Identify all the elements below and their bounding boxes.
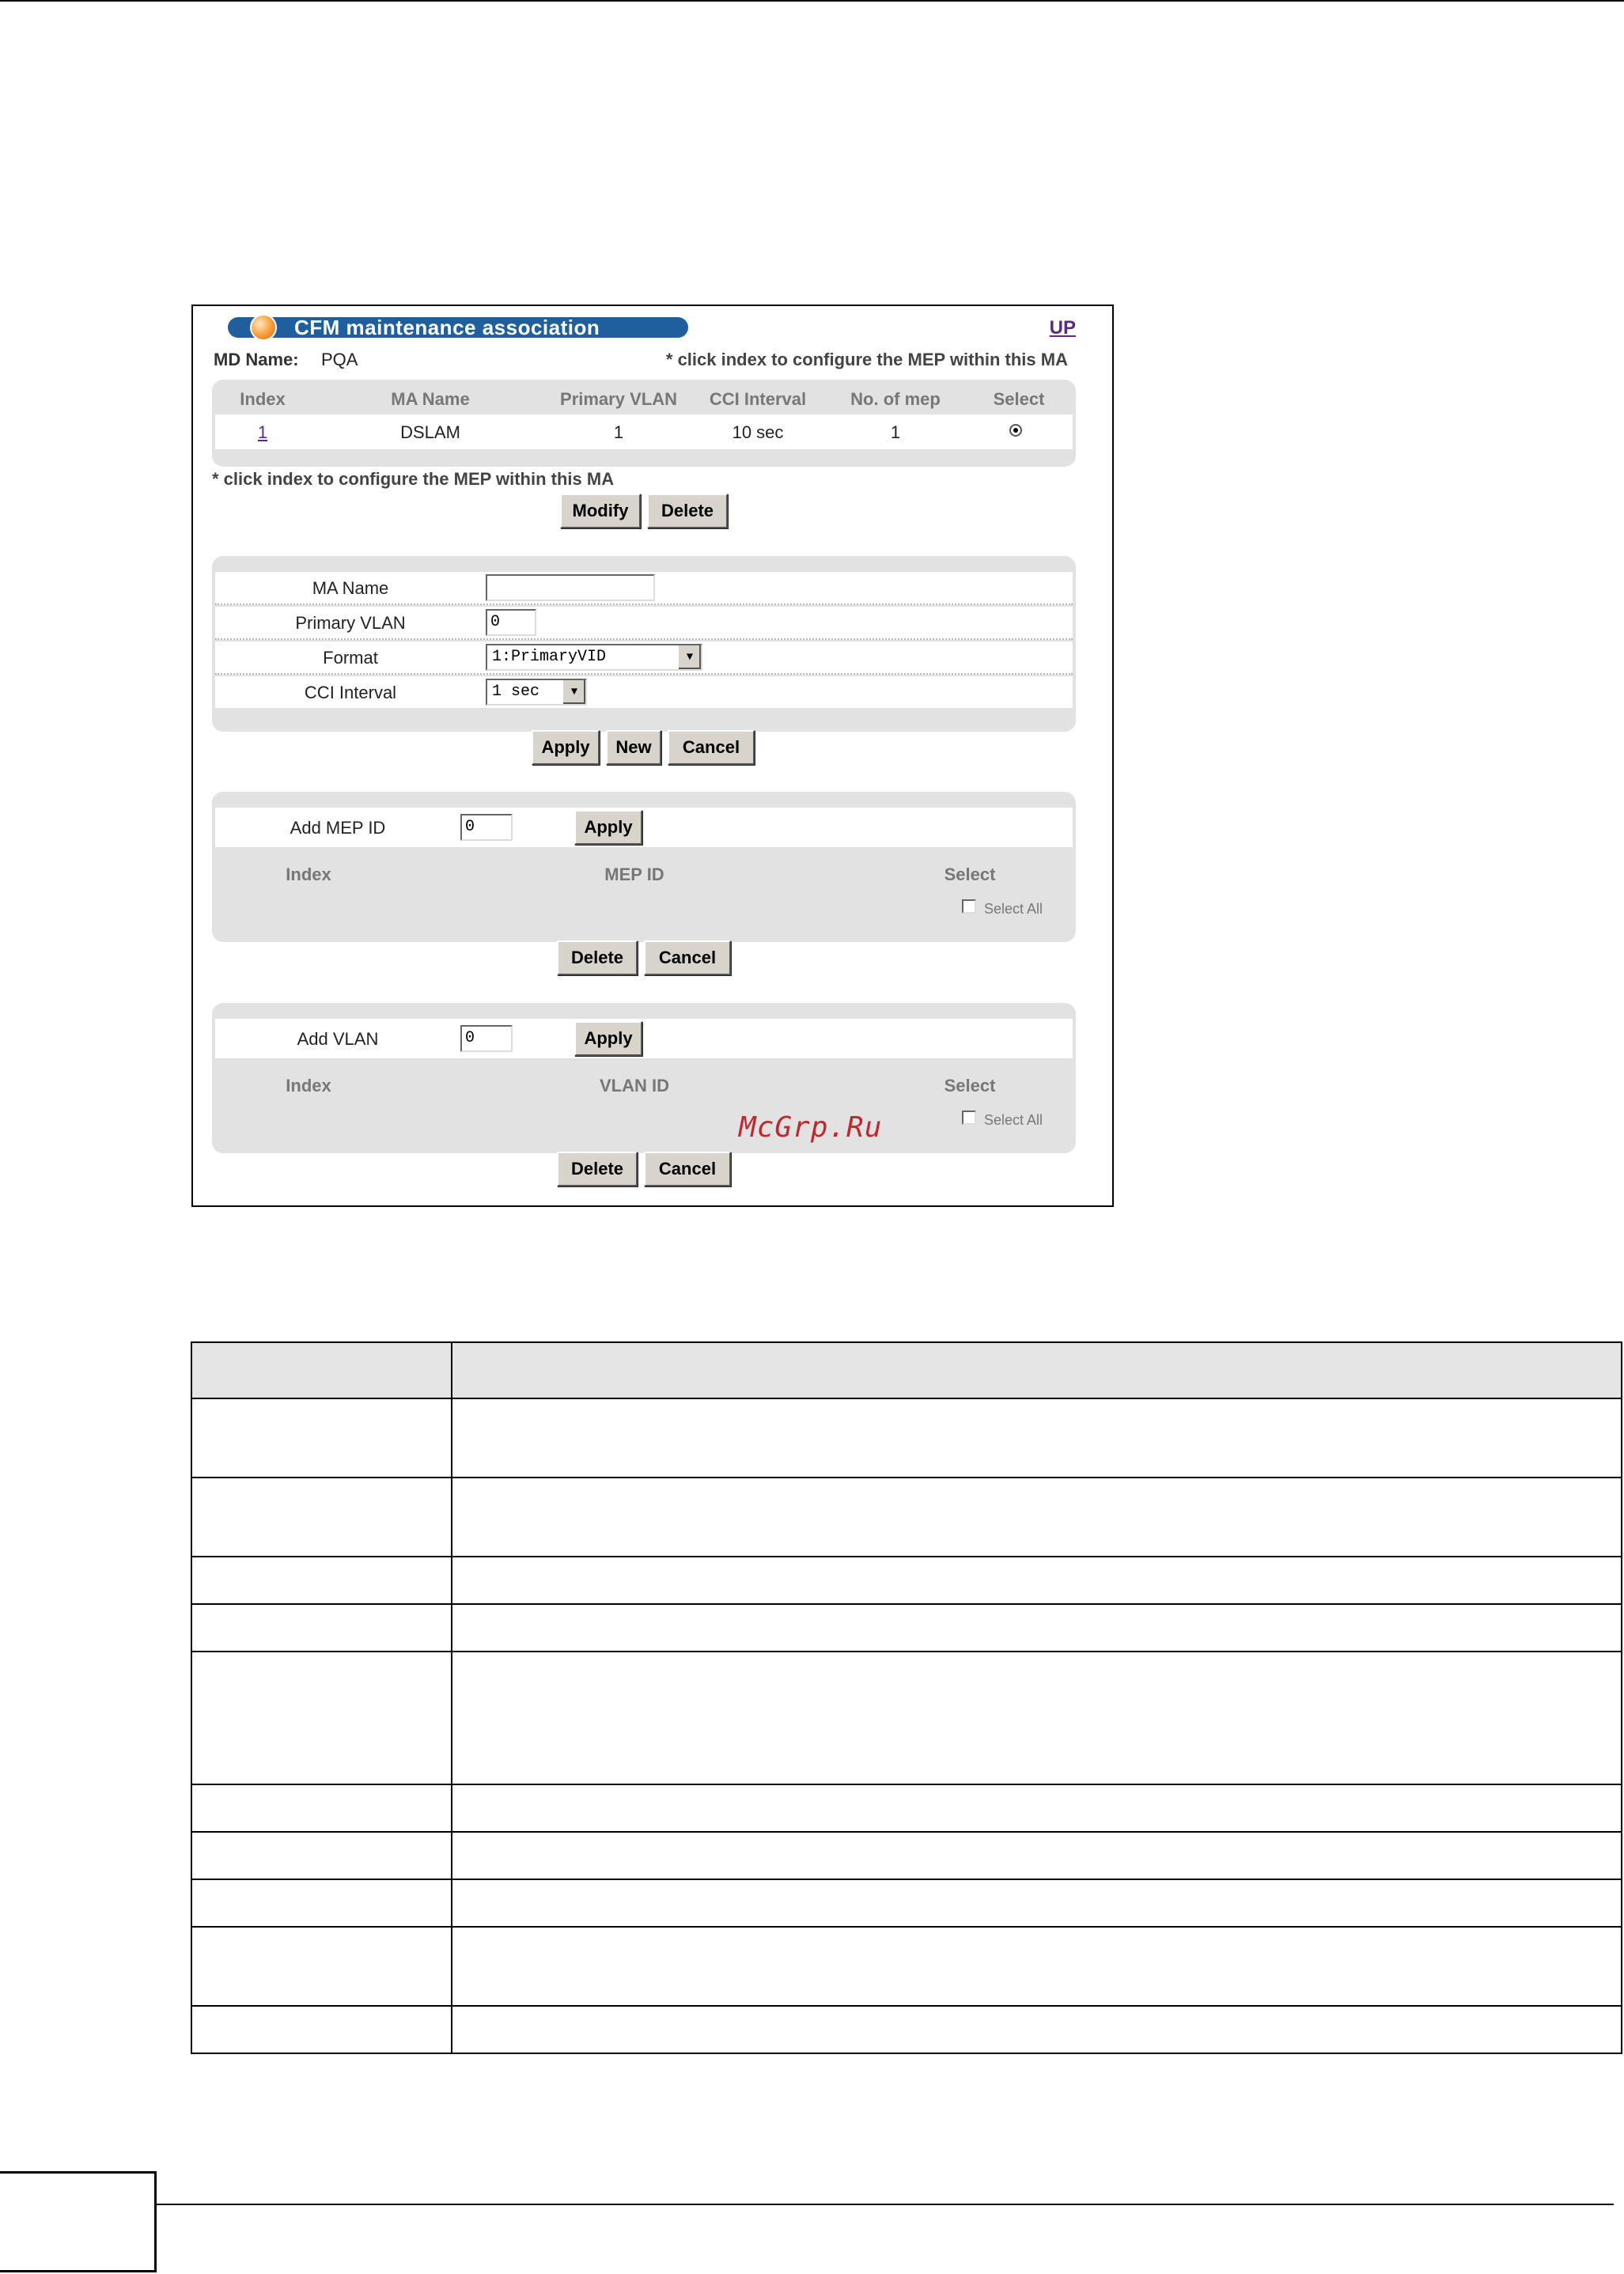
cancel-button[interactable]: Cancel: [668, 730, 755, 765]
cci-interval-value: 1 sec: [492, 683, 540, 701]
new-button[interactable]: New: [606, 730, 661, 765]
mep-panel: [212, 792, 1076, 942]
chevron-down-icon[interactable]: ▼: [677, 645, 701, 669]
cci-interval-row: [215, 676, 1073, 708]
no-of-mep-cell: 1: [890, 422, 901, 442]
mep-col-index: Index: [286, 865, 331, 884]
table-row: [191, 1879, 1622, 1927]
vlan-cancel-button[interactable]: Cancel: [644, 1152, 731, 1186]
mep-select-all-label: Select All: [984, 901, 1043, 917]
mep-cancel-button[interactable]: Cancel: [644, 940, 731, 975]
mep-select-all-checkbox[interactable]: [962, 899, 976, 914]
col-primary-vlan: Primary VLAN: [560, 389, 677, 409]
mep-col-select: Select: [944, 865, 996, 884]
primary-vlan-cell: 1: [613, 422, 624, 442]
vlan-apply-button[interactable]: Apply: [574, 1021, 642, 1056]
page-top-rule: [0, 0, 1624, 2]
ma-name-row: [215, 572, 1073, 605]
watermark: McGrp.Ru: [739, 1111, 883, 1144]
page-number-box: [0, 2171, 157, 2272]
mep-delete-button[interactable]: Delete: [557, 940, 638, 975]
primary-vlan-row: [215, 607, 1073, 640]
add-mep-row: [215, 808, 1073, 847]
page-title: CFM maintenance association: [294, 316, 600, 339]
cci-interval-select[interactable]: [486, 679, 587, 706]
col-no-of-mep: No. of mep: [850, 389, 941, 409]
modify-button[interactable]: Modify: [560, 494, 641, 528]
footer-rule: [157, 2204, 1614, 2205]
add-vlan-row: [215, 1019, 1073, 1058]
table-row: [191, 1652, 1622, 1784]
vlan-select-all-checkbox[interactable]: [962, 1111, 976, 1125]
ma-name-input[interactable]: [486, 574, 655, 601]
vlan-panel: [212, 1003, 1076, 1153]
table-row: [191, 2006, 1622, 2053]
description-table: [191, 1341, 1622, 2054]
mep-id-input[interactable]: 0: [460, 814, 513, 841]
vlan-id-input[interactable]: 0: [460, 1025, 513, 1052]
format-row: [215, 641, 1073, 675]
apply-button[interactable]: Apply: [532, 730, 600, 765]
col-cci-interval: CCI Interval: [709, 389, 807, 409]
table-row: [191, 1557, 1622, 1604]
cci-interval-label: CCI Interval: [304, 683, 397, 702]
md-name-label: MD Name:: [214, 350, 299, 369]
hint-mid: * click index to configure the MEP within this MA: [212, 469, 615, 489]
col-ma-name: MA Name: [391, 389, 470, 409]
table-header-row: [191, 1342, 1622, 1398]
delete-ma-button[interactable]: Delete: [647, 494, 728, 528]
vlan-delete-button[interactable]: Delete: [557, 1152, 638, 1186]
mep-col-mep-id: MEP ID: [604, 865, 664, 884]
format-select[interactable]: [486, 644, 702, 671]
chevron-down-icon[interactable]: ▼: [562, 680, 585, 704]
ma-edit-form: [212, 556, 1076, 732]
table-row: [191, 1832, 1622, 1879]
title-bar: [228, 317, 688, 338]
add-mep-label: Add MEP ID: [290, 818, 386, 838]
md-name-value: PQA: [321, 350, 358, 369]
ma-name-label: MA Name: [312, 578, 389, 598]
vlan-col-index: Index: [286, 1076, 331, 1095]
table-row: [215, 414, 1073, 449]
orange-ball-icon: [250, 314, 277, 341]
table-row: [191, 1927, 1622, 2006]
col-select: Select: [993, 389, 1045, 409]
table-row: [191, 1604, 1622, 1652]
vlan-col-vlan-id: VLAN ID: [600, 1076, 669, 1095]
col-index: Index: [240, 389, 286, 409]
ma-name-cell: DSLAM: [400, 422, 460, 442]
ma-table: [212, 380, 1076, 467]
format-value: 1:PrimaryVID: [492, 648, 607, 666]
hint-top: * click index to configure the MEP within this MA: [665, 350, 1068, 369]
table-row: [191, 1478, 1622, 1557]
mep-apply-button[interactable]: Apply: [574, 810, 642, 845]
add-vlan-label: Add VLAN: [297, 1029, 379, 1049]
vlan-select-all-label: Select All: [984, 1112, 1043, 1128]
up-link[interactable]: UP: [1049, 317, 1076, 339]
screenshot-frame: [191, 305, 1114, 1207]
ma-index-link[interactable]: 1: [257, 422, 268, 442]
primary-vlan-label: Primary VLAN: [295, 613, 406, 633]
select-radio[interactable]: [1009, 424, 1022, 437]
table-row: [191, 1398, 1622, 1478]
cci-interval-cell: 10 sec: [732, 422, 784, 442]
primary-vlan-input[interactable]: 0: [486, 609, 536, 636]
format-label: Format: [323, 648, 378, 668]
table-row: [191, 1784, 1622, 1832]
vlan-col-select: Select: [944, 1076, 996, 1095]
